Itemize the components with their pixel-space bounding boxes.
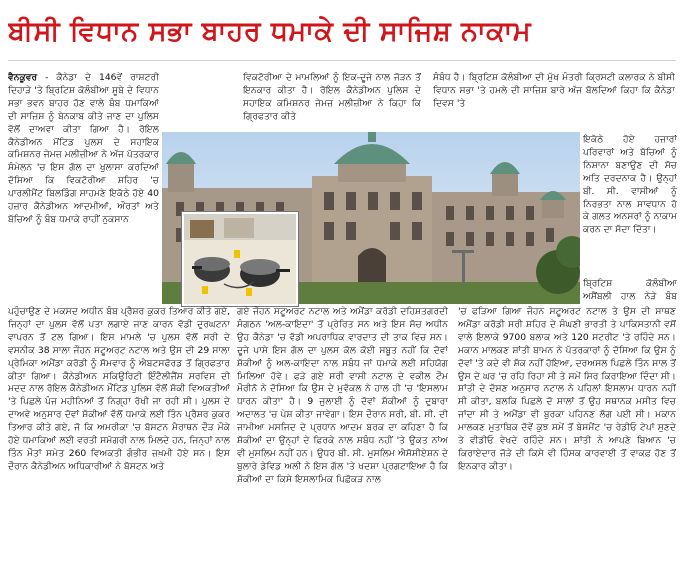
body-paragraph: ਗਏ ਜੌਹਨ ਸਟੂਅਰਟ ਨਟਾਲ ਅਤੇ ਅਮੈਂਡਾ ਕਰੋਡੀ ਦਹਿਸ਼ਤਗਰਦੀ ਸੰਗਠਨ 'ਅਲ-ਕਾਇਦਾ' ਤੋਂ ਪ੍ਰੇਰਿਤ ਸਨ ਅਤੇ ਇਸ ਸੋਚ ਅਧੀਨ ਉਹ ਕੈਨੇਡਾ 'ਚ ਵੱਡੀ ਅਪਰਾਧਿਕ ਵਾਰਦਾਤ ਦੀ ਤਾਕ ਵਿਚ ਸਨ। ਦੂਜੇ ਪਾਸੇ ਇਸ ਗੱਲ ਦਾ ਪੁਲਸ ਕੋਲ ਕੋਈ ਸਬੂਤ ਨਹੀਂ ਕਿ ਦੋਵਾਂ ਸ਼ੱਕੀਆਂ ਨੂੰ ਅਲ-ਕਾਇਦਾ ਨਾਲ ਸਬੰਧ ਜਾਂ ਧਮਾਕੇ ਲਈ ਸਹਿਯੋਗ ਮਿਲਿਆ ਹੋਵੇ। ਫੜੇ ਗਏ ਸਰੀ ਵਾਸੀ ਨਟਾਲ ਦੇ ਵਕੀਲ ਟੌਮ ਮੌਰੀਨੋ ਨੇ ਦੱਸਿਆ ਕਿ ਉਸ ਦੇ ਮੁਵੱਕਲ ਨੇ ਹਾਲ ਹੀ 'ਚ 'ਇਸਲਾਮ ਧਾਰਨ ਕੀਤਾ' ਹੈ। 9 ਜੁਲਾਈ ਨੂੰ ਦੋਵਾਂ ਸ਼ੱਕੀਆਂ ਨੂੰ ਦੁਬਾਰਾ ਅਦਾਲਤ 'ਚ ਪੇਸ਼ ਕੀਤਾ ਜਾਵੇਗਾ। ਇਸ ਦੌਰਾਨ ਸਰੀ, ਬੀ. ਸੀ. ਦੀ ਜਾਮੀਆ ਮਸਜਿਦ ਦੇ ਪ੍ਰਧਾਨ ਆਦਮ ਬਰਕ ਦਾ ਕਹਿਣਾ ਹੈ ਕਿ ਸ਼ੱਕੀਆਂ ਦਾ ਉਨ੍ਹਾਂ ਦੇ ਫਿਰਕੇ ਨਾਲ ਸਬੰਧ ਨਹੀਂ 'ਤੇ ਉਕਤ ਨਾਂਅ ਵੀ ਮੁਸਲਿਮ ਨਹੀਂ ਹਨ। ਉਧਰ ਬੀ. ਸੀ. ਮੁਸਲਿਮ ਐਸੋਸੀਏਸ਼ਨ ਦੇ ਬੁਲਾਰੇ ਡੇਵਿਡ ਅਲੀ ਨੇ ਇਸ ਗੱਲ 'ਤੇ ਖਦਸ਼ਾ ਪ੍ਰਗਟਾਇਆ ਹੈ ਕਿ ਸ਼ੱਕੀਆਂ ਦਾ ਕਿਸੇ ਇਸਲਾਮਿਕ ਪਿਛੋਕੜ ਨਾਲ: [237, 306, 448, 485]
body-paragraph: ਇਕੱਠੇ ਹੋਏ ਹਜ਼ਾਰਾਂ ਪਰਿਵਾਰਾਂ ਅਤੇ ਬੱਚਿਆਂ ਨੂੰ ਨਿਸ਼ਾਨਾ ਬਣਾਉਣ ਦੀ ਸੋਚ ਅਤਿ ਦਰਦਨਾਕ ਹੈ। ਉਨ੍ਹਾਂ ਬੀ. ਸੀ. ਵਾਸੀਆਂ ਨੂੰ ਨਿਰਭਤਾ ਨਾਲ ਸਾਵਧਾਨ ਹੋ ਕੇ ਗਲਤ ਅਨਸਰਾਂ ਨੂੰ ਨਾਕਾਮ ਕਰਨ ਦਾ ਸੱਦਾ ਦਿੱਤਾ।: [583, 134, 677, 236]
dateline: ਵੈਨਕੂਵਰ: [8, 72, 38, 83]
column-top-right: [433, 72, 675, 132]
body-text: - ਕੈਨੇਡਾ ਦੇ 146ਵੇਂ ਰਾਸ਼ਟਰੀ ਦਿਹਾੜੇ 'ਤੇ ਬ੍ਰਿਟਿਸ਼ ਕੋਲੰਬੀਆ ਸੂਬੇ ਦੇ ਵਿਧਾਨ ਸਭਾ ਭਵਨ ਬਾਹਰ ਹੋਣ ਵਾਲੇ ਬੰਬ ਧਮਾਕਿਆਂ ਦੀ ਸਾਜ਼ਿਸ਼ ਨੂੰ ਬੇਨਕਾਬ ਕੀਤੇ ਜਾਣ ਦਾ ਪੁਲਿਸ ਵੱਲੋਂ ਦਾਅਵਾ ਕੀਤਾ ਗਿਆ ਹੈ। ਰੋਇਲ ਕੈਨੇਡੀਅਨ ਮੋਂਟਿਡ ਪੁਲਸ ਦੇ ਸਹਾਇਕ ਕਮਿਸ਼ਨਰ ਜੇਮਜ਼ ਮਲੀਜ਼ੀਆ ਨੇ ਅੱਜ ਪੱਤਰਕਾਰ ਸੰਮੇਲਨ 'ਚ ਇਸ ਗੱਲ ਦਾ ਖੁਲਾਸਾ ਕਰਦਿਆਂ ਦੱਸਿਆ ਕਿ ਵਿਕਟੋਰੀਆ ਸ਼ਹਿਰ 'ਚ ਪਾਰਲੀਮੈਂਟ ਬਿਲਡਿੰਗ ਸਾਹਮਣੇ ਇਕੱਠੇ ਹੋਏ 40 ਹਜ਼ਾਰ ਕੈਨੇਡੀਅਨ ਆਦਮੀਆਂ, ਔਰਤਾਂ ਅਤੇ ਬੱਚਿਆਂ ਨੂੰ ਬੰਬ ਧਮਾਕੇ ਰਾਹੀਂ ਨੁਕਸਾਨ: [8, 72, 159, 225]
column-right-narrow: [583, 134, 677, 276]
column-bottom-middle: [237, 306, 448, 562]
headline: ਬੀਸੀ ਵਿਧਾਨ ਸਭਾ ਬਾਹਰ ਧਮਾਕੇ ਦੀ ਸਾਜਿਸ਼ ਨਾਕਾਮ: [8, 4, 676, 61]
column-bottom-left: [8, 306, 230, 562]
body-paragraph: 'ਚ ਫੜਿਆ ਗਿਆ ਜੌਹਨ ਸਟੂਅਰਟ ਨਟਾਲ ਤੇ ਉਸ ਦੀ ਸਾਥਣ ਅਮੈਂਡਾ ਕਰੋਡੀ ਸਰੀ ਸ਼ਹਿਰ ਦੇ ਸੰਘਣੀ ਭਾਰਤੀ ਤੇ ਪਾਕਿਸਤਾਨੀ ਵਸੋਂ ਵਾਲੇ ਇਲਾਕੇ 9700 ਬਲਾਕ ਅਤੇ 120 ਸਟਰੀਟ 'ਤੇ ਰਹਿੰਦੇ ਸਨ। ਮਕਾਨ ਮਾਲਕਣ ਸ਼ਾਂਤੀ ਬਾਮਨ ਨੇ ਪੱਤਰਕਾਰਾਂ ਨੂੰ ਦੱਸਿਆ ਕਿ ਉਸ ਨੂੰ ਦੋਵਾਂ 'ਤੇ ਕਦੇ ਵੀ ਸ਼ੱਕ ਨਹੀਂ ਹੋਇਆ, ਦਰਅਸਲ ਪਿਛਲੇ ਤਿੰਨ ਸਾਲ ਤੋਂ ਉਸ ਦੇ ਘਰ 'ਚ ਰਹਿ ਰਿਹਾ ਸੀ ਤੇ ਸਮੇਂ ਸਿਰ ਕਿਰਾਇਆ ਦਿੰਦਾ ਸੀ। ਸ਼ਾਂਤੀ ਦੇ ਦੱਸਣ ਅਨੁਸਾਰ ਨਟਾਲ ਨੇ ਪਹਿਲਾਂ ਇਸਲਾਮ ਧਾਰਨ ਨਹੀਂ ਸੀ ਕੀਤਾ, ਬਲਕਿ ਪਿਛਲੇ ਦੋ ਸਾਲਾਂ ਤੋਂ ਉਹ ਸਥਾਨਕ ਮਸੀਤ ਵਿਚ ਜਾਂਦਾ ਸੀ ਤੇ ਅਮੈਂਡਾ ਵੀ ਬੁਰਕਾ ਪਹਿਨਣ ਲੱਗ ਪਈ ਸੀ। ਮਕਾਨ ਮਾਲਕਣ ਮੁਤਾਬਿਕ ਦੋਵੇਂ ਕੁਝ ਸਮੇਂ ਤੋਂ ਬੇਸਮੈਂਟ 'ਚ ਰੇਡੀਓ ਟੇਪਾਂ ਸੁਣਦੇ ਤੇ ਵੀਡੀਓ ਵੇਖਦੇ ਰਹਿੰਦੇ ਸਨ। ਸ਼ਾਂਤੀ ਨੇ ਆਪਣੇ ਬਿਆਨ 'ਚ ਕਿਰਾਏਦਾਰ ਜੋੜੇ ਦੀ ਕਿਸੇ ਵੀ ਹਿੰਸਕ ਕਾਰਵਾਈ ਤੋਂ ਵਾਕਫ਼ ਹੋਣ ਤੋਂ ਇਨਕਾਰ ਕੀਤਾ।: [458, 306, 676, 472]
body-paragraph: ਵਿਕਟੋਰੀਆ ਦੇ ਮਾਮਲਿਆਂ ਨੂੰ ਇਕ-ਦੂਜੇ ਨਾਲ ਜੋੜਨ ਤੋਂ ਇਨਕਾਰ ਕੀਤਾ ਹੈ। ਰੋਇਲ ਕੈਨੇਡੀਅਨ ਪੁਲਿਸ ਦੇ ਸਹਾਇਕ ਕਮਿਸ਼ਨਰ ਜੇਮਜ਼ ਮਲੀਜ਼ੀਆ ਨੇ ਕਿਹਾ ਕਿ ਗ੍ਰਿਫਤਾਰ ਕੀਤੇ: [243, 72, 421, 122]
evidence-inset-photo: [182, 212, 298, 306]
column-bottom-right: [458, 306, 676, 562]
column-intro: [8, 72, 159, 304]
column-right-narrow-2: [583, 278, 677, 304]
body-paragraph: ਸੰਬੰਧ ਹੈ। ਬ੍ਰਿਟਿਸ਼ ਕੋਲੰਬੀਆ ਦੀ ਮੁੱਖ ਮੰਤਰੀ ਕ੍ਰਿਸਟੀ ਕਲਾਰਕ ਨੇ ਬੀਸੀ ਵਿਧਾਨ ਸਭਾ 'ਤੇ ਹਮਲੇ ਦੀ ਸਾਜ਼ਿਸ਼ ਬਾਰੇ ਅੱਜ ਬੋਲਦਿਆਂ ਕਿਹਾ ਕਿ ਕੈਨੇਡਾ ਦਿਵਸ 'ਤੇ: [433, 72, 675, 109]
body-paragraph: ਬ੍ਰਿਟਿਸ਼ ਕੋਲੰਬੀਆ ਅਸੈਂਬਲੀ ਹਾਲ ਨੇੜੇ ਬੰਬ: [583, 278, 677, 302]
body-paragraph: [8, 72, 159, 227]
pressure-cooker-evidence-icon: [184, 214, 296, 304]
body-paragraph: ਪਹੁੰਚਾਉਣ ਦੇ ਮਕਸਦ ਅਧੀਨ ਬੰਬ ਪ੍ਰੈਸ਼ਰ ਕੁਕਰ ਤਿਆਰ ਕੀਤੇ ਗਏ, ਜਿਨ੍ਹਾਂ ਦਾ ਪੁਲਸ ਵੱਲੋਂ ਪਤਾ ਲਗਾਏ ਜਾਣ ਕਾਰਨ ਵੱਡੀ ਦੁਰਘਟਨਾ ਵਾਪਰਨ ਤੋਂ ਟਲ ਗਿਆ। ਇਸ ਮਾਮਲੇ 'ਚ ਪੁਲਸ ਵੱਲੋਂ ਸਰੀ ਦੇ ਵਸਨੀਕ 38 ਸਾਲਾ ਜੌਹਨ ਸਟੂਅਰਟ ਨਟਾਲ ਅਤੇ ਉਸ ਦੀ 29 ਸਾਲਾ ਪ੍ਰੇਮਿਕਾ ਅਮੈਂਡਾ ਕਰੋਡੀ ਨੂੰ ਸੋਮਵਾਰ ਨੂੰ ਐਬਟਸਫੋਰਡ ਤੋਂ ਗ੍ਰਿਫਤਾਰ ਕੀਤਾ ਗਿਆ। ਕੈਨੇਡੀਅਨ ਸਕਿਉਰਿਟੀ ਇੰਟੈਲੀਜੈਂਸ ਸਰਵਿਸ ਦੀ ਮਦਦ ਨਾਲ ਰੋਇਲ ਕੈਨੇਡੀਅਨ ਮੌਂਟਿਡ ਪੁਲਿਸ ਵੱਲੋਂ ਸ਼ੱਕੀ ਵਿਅਕਤੀਆਂ 'ਤੇ ਪਿਛਲੇ ਪੰਜ ਮਹੀਨਿਆਂ ਤੋਂ ਨਿਗ੍ਹਾ ਰੱਖੀ ਜਾ ਰਹੀ ਸੀ। ਪੁਲਸ ਦੇ ਦਾਅਵੇ ਅਨੁਸਾਰ ਦੋਵਾਂ ਸ਼ੱਕੀਆਂ ਵੱਲੋਂ ਧਮਾਕੇ ਲਈ ਤਿੰਨ ਪ੍ਰੈਸ਼ਰ ਕੁਕਰ ਤਿਆਰ ਕੀਤੇ ਗਏ, ਜੋ ਕਿ ਅਮਰੀਕਾ 'ਚ ਬੋਸਟਨ ਮੈਰਾਥਨ ਦੌੜ ਮੌਕੇ ਹੋਏ ਧਮਾਕਿਆਂ ਲਈ ਵਰਤੀ ਸਮੱਗਰੀ ਨਾਲ ਮਿਲਦੇ ਹਨ, ਜਿਨ੍ਹਾਂ ਨਾਲ ਤਿੰਨ ਮੌਤਾਂ ਸਮੇਤ 260 ਵਿਅਕਤੀ ਗੰਭੀਰ ਜ਼ਖ਼ਮੀ ਹੋਏ ਸਨ। ਇਸ ਦੌਰਾਨ ਕੈਨੇਡੀਅਨ ਅਧਿਕਾਰੀਆਂ ਨੇ ਬੋਸਟਨ ਅਤੇ: [8, 306, 230, 472]
